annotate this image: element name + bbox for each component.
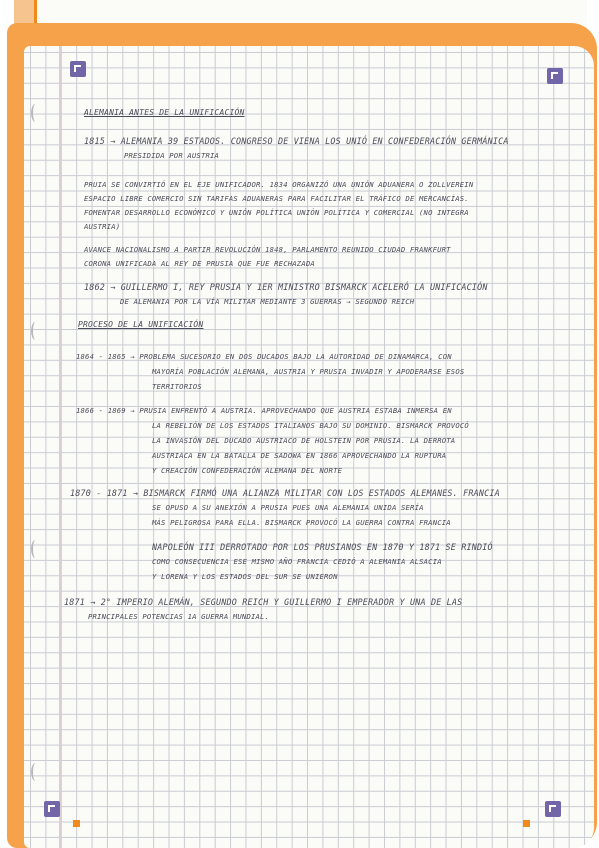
note-line: COMO CONSECUENCIA ESE MISMO AÑO FRANCIA CEDIÓ A ALEMANIA ALSACIA (152, 557, 442, 566)
grid-paper-page (24, 46, 594, 848)
note-line: MÁS PELIGROSA PARA ELLA. BISMARCK PROVOCÓ LA GUERRA CONTRA FRANCIA (152, 518, 451, 527)
corner-square (523, 820, 530, 827)
binder-hole (31, 104, 40, 122)
note-line: PRUIA SE CONVIRTIÓ EN EL EJE UNIFICADOR. 1834 ORGANIZÓ UNA UNIÓN ADUANERA O ZOLLVEREIN (84, 180, 474, 189)
note-line: AUSTRIA) (84, 222, 121, 231)
note-line: 1815 → ALEMANIA 39 ESTADOS. CONGRESO DE VIENA LOS UNIÓ EN CONFEDERACIÓN GERMÁNICA (84, 136, 509, 146)
page-logo-icon (545, 801, 561, 817)
note-line: NAPOLEÓN III DERROTADO POR LOS PRUSIANOS EN 1870 Y 1871 SE RINDIÓ (152, 542, 493, 552)
heading-unification-process: PROCESO DE LA UNIFICACIÓN (78, 320, 204, 329)
corner-square (73, 820, 80, 827)
note-line: FOMENTAR DESARROLLO ECONÓMICO Y UNIÓN POLÍTICA UNIÓN POLÍTICA Y COMERCIAL (NO INTEGRA (84, 208, 469, 217)
note-line: PRESIDIDA POR AUSTRIA (124, 151, 220, 160)
page-logo-icon (44, 801, 60, 817)
note-line: PRINCIPALES POTENCIAS 1A GUERRA MUNDIAL. (88, 612, 270, 621)
binder-hole (31, 322, 40, 340)
note-line: DE ALEMANIA POR LA VÍA MILITAR MEDIANTE 3 GUERRAS → SEGUNDO REICH (120, 297, 415, 306)
page-logo-icon (70, 61, 86, 77)
note-line: Y LORENA Y LOS ESTADOS DEL SUR SE UNIERON (152, 572, 338, 581)
note-line: 1864 - 1865 → PROBLEMA SUCESORIO EN DOS DUCADOS BAJO LA AUTORIDAD DE DINAMARCA, CON (76, 352, 452, 361)
note-line: TERRITORIOS (152, 382, 202, 391)
note-line: ESPACIO LIBRE COMERCIO SIN TARIFAS ADUANERAS PARA FACILITAR EL TRÁFICO DE MERCANCÍAS. (84, 194, 469, 203)
note-line: 1871 → 2° IMPERIO ALEMÁN, SEGUNDO REICH Y GUILLERMO I EMPERADOR Y UNA DE LAS (64, 597, 463, 607)
heading-before-unification: ALEMANIA ANTES DE LA UNIFICACIÓN (84, 108, 245, 117)
note-line: 1862 → GUILLERMO I, REY PRUSIA Y 1ER MINISTRO BISMARCK ACELERÓ LA UNIFICACIÓN (84, 282, 488, 292)
note-line: MAYORÍA POBLACIÓN ALEMANA, AUSTRIA Y PRUSIA INVADIR Y APODERARSE ESOS (152, 367, 465, 376)
note-line: AUSTRIACA EN LA BATALLA DE SADOWA EN 1866 APROVECHANDO LA RUPTURA (152, 451, 447, 460)
note-line: Y CREACIÓN CONFEDERACIÓN ALEMANA DEL NORTE (152, 466, 343, 475)
note-line: 1870 - 1871 → BISMARCK FIRMÓ UNA ALIANZA MILITAR CON LOS ESTADOS ALEMANES. FRANCIA (70, 488, 500, 498)
binder-hole (31, 763, 40, 781)
note-line: LA REBELIÓN DE LOS ESTADOS ITALIANOS BAJO SU DOMINIO. BISMARCK PROVOCÓ (152, 421, 469, 430)
margin-line (59, 46, 61, 848)
note-line: 1866 - 1869 → PRUSIA ENFRENTÓ A AUSTRIA. APROVECHANDO QUE AUSTRIA ESTABA INMERSA EN (76, 406, 452, 415)
note-line: CORONA UNIFICADA AL REY DE PRUSIA QUE FUE RECHAZADA (84, 259, 315, 268)
page-logo-icon (547, 68, 563, 84)
binder-hole (31, 540, 40, 558)
note-line: LA INVASIÓN DEL DUCADO AUSTRIACO DE HOLSTEIN POR PRUSIA. LA DERROTA (152, 436, 456, 445)
note-line: AVANCE NACIONALISMO A PARTIR REVOLUCIÓN 1848, PARLAMENTO REUNIDO CIUDAD FRANKFURT (84, 245, 451, 254)
note-line: SE OPUSO A SU ANEXIÓN A PRUSIA PUES UNA ALEMANIA UNIDA SERÍA (152, 503, 424, 512)
